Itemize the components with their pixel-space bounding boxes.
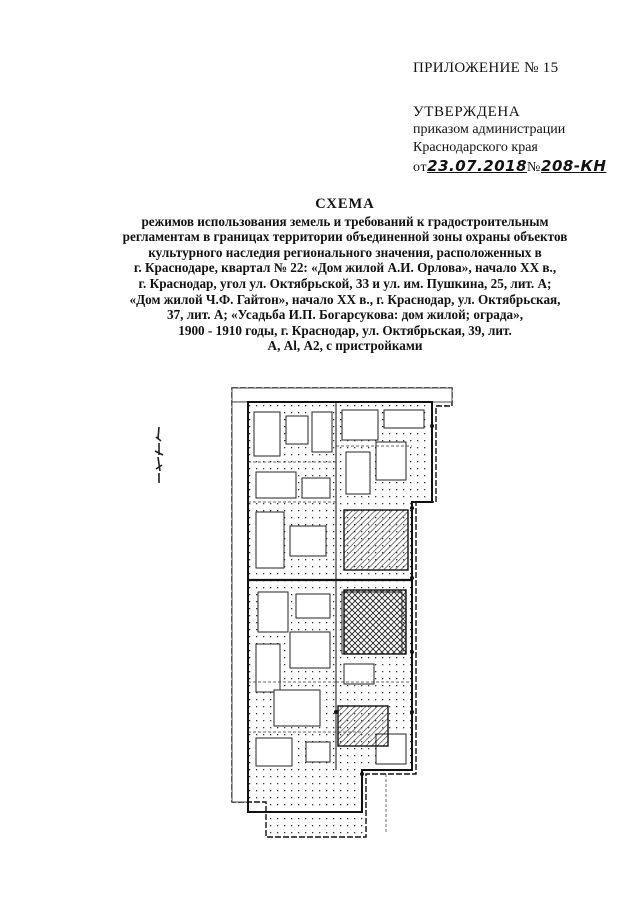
title-line: регламентам в границах территории объединенной зоны охраны объектов (122, 229, 568, 245)
title-line: режимов использования земель и требований к градостроительным (141, 213, 549, 229)
title-heading: СХЕМА (315, 196, 375, 212)
order-date: 23.07.2018 (427, 157, 528, 175)
protected-object-zone (344, 510, 408, 570)
title-line: культурного наследия регионального значения, расположенных в (148, 244, 542, 260)
street-west (232, 402, 248, 802)
document-title (80, 197, 610, 354)
order-prefix: от (413, 160, 428, 175)
title-line: г. Краснодаре, квартал № 22: «Дом жилой А.И. Орлова», начало XX в., (133, 260, 557, 276)
protected-object-zone (338, 706, 388, 746)
order-line (413, 157, 606, 177)
title-line: 1900 - 1910 годы, г. Краснодар, ул. Октябрьская, 39, лит. (178, 322, 512, 338)
appendix-number: ПРИЛОЖЕНИЕ № 15 (413, 60, 559, 76)
title-line: г. Краснодар, угол ул. Октябрьской, 33 и ул. им. Пушкина, 25, лит. А; (138, 275, 552, 291)
order-number-sign: № (527, 160, 542, 175)
title-line: 37, лит. А; «Усадьба И.П. Богарсукова: дом жилой; ограда», (166, 307, 524, 323)
title-line: «Дом жилой Ч.Ф. Гайтон», начало XX в., г. Краснодар, ул. Октябрьская, (129, 291, 561, 307)
issuer-line-1: приказом администрации (413, 122, 566, 137)
protected-object-zone (344, 590, 406, 654)
cadastral-plan-map (226, 382, 458, 842)
title-line: А, Al, А2, с пристройками (267, 338, 423, 354)
street-north (232, 388, 452, 402)
order-number: 208-КН (541, 157, 607, 175)
approved-label: УТВЕРЖДЕНА (413, 104, 521, 120)
issuer-line-2: Краснодарского края (413, 140, 538, 155)
approval-block (413, 103, 606, 177)
margin-scribble-icon (150, 425, 168, 485)
